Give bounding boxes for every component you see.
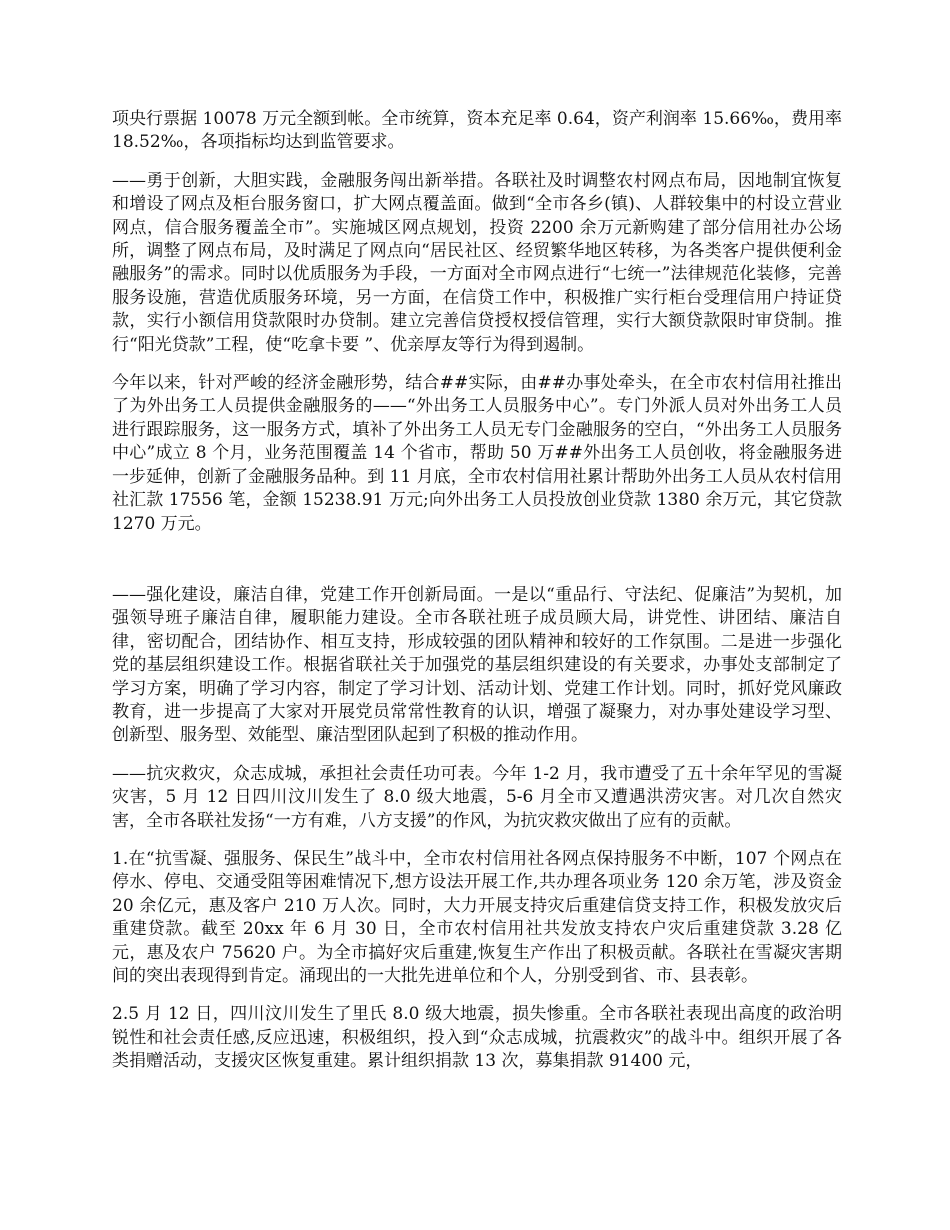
- paragraph-disaster-relief: ——抗灾救灾，众志成城，承担社会责任功可表。今年 1-2 月，我市遭受了五十余年罕见的雪凝灾害，5 月 12 日四川汶川发生了 8.0 级大地震，5-6 月全市又遭遇洪涝灾害。对几次自然灾害，全市各联社发扬“一方有难，八方支援”的作风，为抗灾救灾做出了应有的贡献。: [112, 763, 842, 831]
- paragraph-party-building: ——强化建设，廉洁自律，党建工作开创新局面。一是以“重品行、守法纪、促廉洁”为契机，加强领导班子廉洁自律，履职能力建设。全市各联社班子成员顾大局，讲党性、讲团结、廉洁自律，密切配合，团结协作、相互支持，形成较强的团队精神和较好的工作氛围。二是进一步强化党的基层组织建设工作。根据省联社关于加强党的基层组织建设的有关要求，办事处支部制定了学习方案，明确了学习内容，制定了学习计划、活动计划、党建工作计划。同时，抓好党风廉政教育，进一步提高了大家对开展党员常常性教育的认识，增强了凝聚力，对办事处建设学习型、创新型、服务型、效能型、廉洁型团队起到了积极的推动作用。: [112, 584, 842, 746]
- paragraph-capital-metrics: 项央行票据 10078 万元全额到帐。全市统算，资本充足率 0.64，资产利润率 15.66‰，费用率 18.52‰，各项指标均达到监管要求。: [112, 109, 842, 153]
- paragraph-earthquake: 2.5 月 12 日，四川汶川发生了里氏 8.0 级大地震，损失惨重。全市各联社表现出高度的政治明锐性和社会责任感,反应迅速，积极组织，投入到“众志成城，抗震救灾”的战斗中。组织开展了各类捐赠活动，支援灾区恢复重建。累计组织捐款 13 次，募集捐款 91400 元，: [112, 1004, 842, 1072]
- paragraph-financial-innovation: ——勇于创新，大胆实践，金融服务闯出新举措。各联社及时调整农村网点布局，因地制宜恢复和增设了网点及柜台服务窗口，扩大网点覆盖面。做到“全市各乡(镇)、人群较集中的村设立营业网点，信合服务覆盖全市”。实施城区网点规划，投资 2200 余万元新购建了部分信用社办公场所，调整了网点布局，及时满足了网点向“居民社区、经贸繁华地区转移，为各类客户提供便利金融服务”的需求。同时以优质服务为手段，一方面对全市网点进行“七统一”法律规范化装修，完善服务设施，营造优质服务环境，另一方面，在信贷工作中，积极推广实行柜台受理信用户持证贷款，实行小额信用贷款限时办贷制。建立完善信贷授权授信管理，实行大额贷款限时审贷制。推行“阳光贷款”工程，使“吃拿卡要 ”、优亲厚友等行为得到遏制。: [112, 170, 842, 355]
- paragraph-snow-disaster: 1.在“抗雪凝、强服务、保民生”战斗中，全市农村信用社各网点保持服务不中断，107 个网点在停水、停电、交通受阻等困难情况下,想方设法开展工作,共办理各项业务 120 余万笔，涉及资金 20 余亿元，惠及客户 210 万人次。同时，大力开展支持灾后重建信贷支持工作，积极发放灾后重建贷款。截至 20xx 年 6 月 30 日，全市农村信用社共发放支持农户灾后重建贷款 3.28 亿元，惠及农户 75620 户。为全市搞好灾后重建,恢复生产作出了积极贡献。各联社在雪凝灾害期间的突出表现得到肯定。涌现出的一大批先进单位和个人，分别受到省、市、县表彰。: [112, 848, 842, 986]
- document-page: [112, 108, 842, 1089]
- section-gap: [112, 551, 842, 584]
- paragraph-migrant-worker-service: 今年以来，针对严峻的经济金融形势，结合##实际，由##办事处牵头，在全市农村信用社推出了为外出务工人员提供金融服务的——“外出务工人员服务中心”。专门外派人员对外出务工人员进行跟踪服务，这一服务方式，填补了外出务工人员无专门金融服务的空白，“外出务工人员服务中心”成立 8 个月，业务范围覆盖 14 个省市，帮助 50 万##外出务工人员创收，将金融服务进一步延伸，创新了金融服务品种。到 11 月底，全市农村信用社累计帮助外出务工人员从农村信用社汇款 17556 笔，金额 15238.91 万元;向外出务工人员投放创业贷款 1380 余万元，其它贷款 1270 万元。: [112, 373, 842, 534]
